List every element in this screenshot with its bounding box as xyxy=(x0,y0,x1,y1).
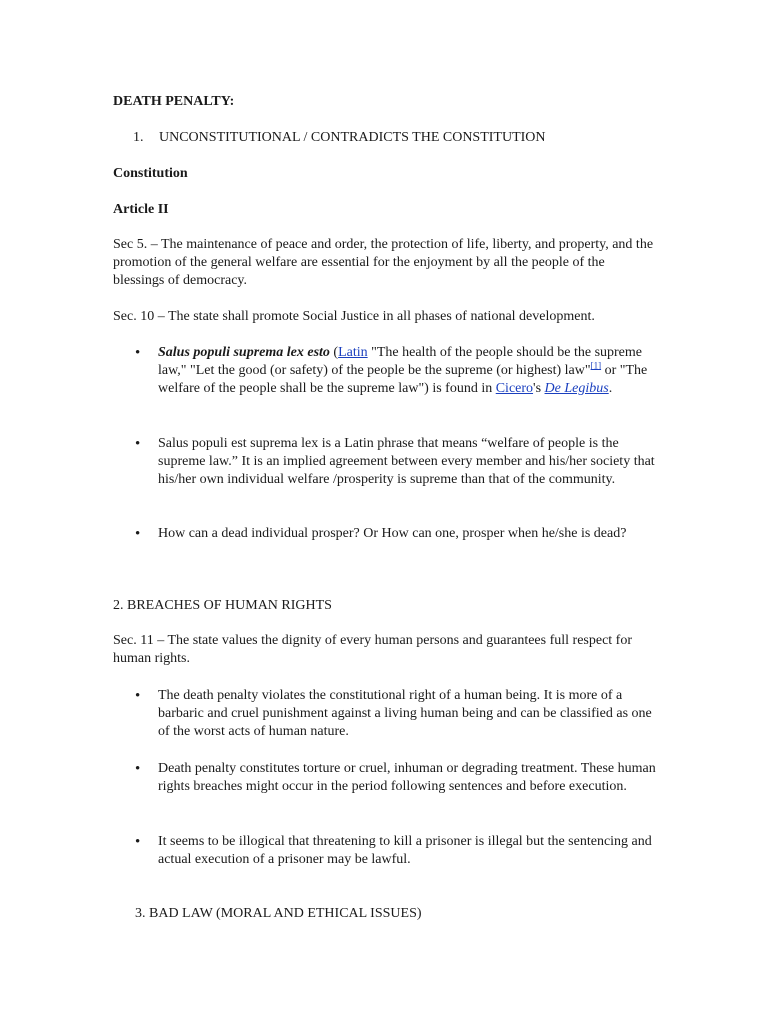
bullet-dot: • xyxy=(135,761,141,777)
sec10-paragraph: Sec. 10 – The state shall promote Social Justice in all phases of national development. xyxy=(113,309,595,324)
bullet-dead-prosper: How can a dead individual prosper? Or How can one, prosper when he/she is dead? xyxy=(158,526,627,541)
bullet-dot: • xyxy=(135,834,141,850)
bullet-illogical: It seems to be illogical that threatening to kill a prisoner is illegal but the sentencing and actual execution of a prisoner may be lawful. xyxy=(158,834,652,867)
de-legibus-link[interactable]: De Legibus xyxy=(544,381,609,396)
footnote-link[interactable]: [1] xyxy=(590,360,602,371)
sec5-paragraph: Sec 5. – The maintenance of peace and order, the protection of life, liberty, and property, and the promotion of the general welfare are essential for the enjoyment by all the people of the blessings of democracy. xyxy=(113,237,654,288)
point-3-title: 3. BAD LAW (MORAL AND ETHICAL ISSUES) xyxy=(135,906,422,921)
bullet-dot: • xyxy=(135,436,141,452)
point-1-title: UNCONSTITUTIONAL / CONTRADICTS THE CONSTITUTION xyxy=(159,130,546,145)
bullet-end: . xyxy=(608,381,613,396)
bullet-violates-rights: The death penalty violates the constitutional right of a human being. It is more of a barbaric and cruel punishment against a living human being and can be classified as one of the worst acts of human nature. xyxy=(158,688,652,739)
point-2-title: 2. BREACHES OF HUMAN RIGHTS xyxy=(113,598,332,613)
sec11-paragraph: Sec. 11 – The state values the dignity of every human persons and guarantees full respect for human rights. xyxy=(113,633,633,666)
bullet-dot: • xyxy=(135,526,141,542)
bullet-dot: • xyxy=(135,688,141,704)
possessive: 's xyxy=(533,381,545,396)
latin-link[interactable]: Latin xyxy=(338,345,368,360)
bullet-dot: • xyxy=(135,345,141,361)
point-1-number: 1. xyxy=(133,130,144,145)
bullet-salus-populi xyxy=(158,344,658,398)
constitution-label: Constitution xyxy=(113,166,188,181)
bullet-text-a: "The health of the people should be the supreme law," "Let the good (or safety) of the people be the supreme (or highest) law" xyxy=(158,345,642,378)
bullet-torture: Death penalty constitutes torture or cruel, inhuman or degrading treatment. These human rights breaches might occur in the period following sentences and before execution. xyxy=(158,761,656,794)
salus-phrase: Salus populi suprema lex esto xyxy=(158,345,330,360)
page-heading: DEATH PENALTY: xyxy=(113,94,235,109)
article-label: Article II xyxy=(113,202,169,217)
cicero-link[interactable]: Cicero xyxy=(495,381,534,396)
bullet-text-b: or "The welfare of the people shall be the supreme law") is found in xyxy=(158,363,648,396)
open-paren: ( xyxy=(329,345,339,360)
bullet-salus-meaning: Salus populi est suprema lex is a Latin phrase that means “welfare of people is the supreme law.” It is an implied agreement between every member and his/her society that his/her own individual welfare /prosperity is supreme than that of the community. xyxy=(158,436,655,487)
